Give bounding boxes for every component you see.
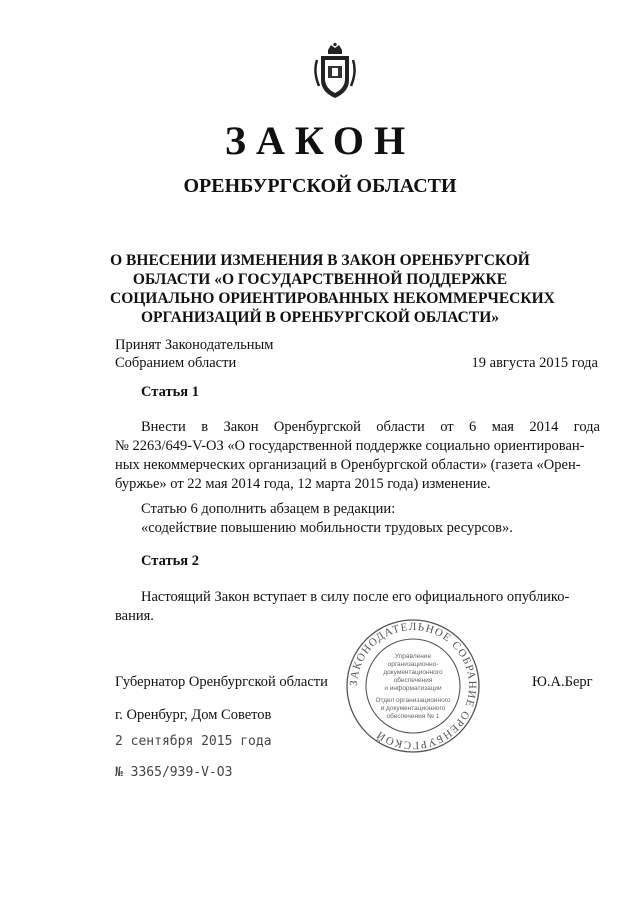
seal-inner-line: обеспечения — [393, 677, 433, 684]
seal-inner-line: и информатизации — [384, 685, 442, 692]
article-1-paragraph-1 — [115, 418, 600, 494]
seal-inner-line: и документационного — [380, 705, 446, 712]
word: 2014 — [529, 419, 559, 435]
law-subject-line: ОРГАНИЗАЦИЙ В ОРЕНБУРГСКОЙ ОБЛАСТИ» — [140, 309, 500, 326]
date-stamp: 2 сентября 2015 года — [115, 734, 272, 749]
word: в — [201, 419, 209, 435]
registration-number-stamp: № 3365/939-V-ОЗ — [115, 765, 233, 780]
article-2-heading: Статья 2 — [141, 553, 199, 569]
article-1-line: ных некоммерческих организаций в Оренбургской области» (газета «Орен- — [115, 457, 581, 473]
official-seal — [345, 618, 481, 754]
adoption-line: Принят Законодательным — [115, 337, 274, 353]
law-subject-line: ОБЛАСТИ «О ГОСУДАРСТВЕННОЙ ПОДДЕРЖКЕ — [132, 271, 508, 288]
coat-of-arms-emblem — [313, 42, 357, 100]
seal-inner-line: обеспечения № 1 — [386, 713, 440, 720]
article-1-line: № 2263/649-V-ОЗ «О государственной поддержке социально ориентирован- — [115, 438, 585, 454]
article-1-heading: Статья 1 — [141, 384, 199, 400]
law-title: ЗАКОН — [224, 118, 416, 163]
word: Внести — [141, 419, 186, 435]
word: мая — [491, 419, 514, 435]
article-1-paragraph-2-line: «содействие повышению мобильности трудовых ресурсов». — [141, 520, 513, 536]
governor-name: Ю.А.Берг — [532, 674, 593, 690]
law-subject — [110, 251, 555, 327]
seal-outer-text: ЗАКОНОДАТЕЛЬНОЕ СОБРАНИЕ ОРЕНБУРГСКОЙ — [347, 620, 479, 752]
adoption-info — [115, 336, 273, 372]
word: области — [376, 419, 425, 435]
region-title: ОРЕНБУРГСКОЙ ОБЛАСТИ — [183, 175, 457, 197]
seal-inner-line: организационно- — [387, 661, 439, 668]
word: года — [573, 419, 600, 435]
seal-inner-line: Управление — [394, 653, 432, 660]
seal-inner-line: документационного — [383, 669, 443, 676]
article-1-line — [115, 418, 600, 437]
governor-position: Губернатор Оренбургской области — [115, 674, 328, 690]
word: Оренбургской — [273, 419, 361, 435]
article-1-paragraph-2-line: Статью 6 дополнить абзацем в редакции: — [141, 501, 396, 517]
word: 6 — [469, 419, 477, 435]
word: Закон — [223, 419, 259, 435]
adoption-line: Собранием области — [115, 355, 237, 371]
article-2-line: Настоящий Закон вступает в силу после его официального опублико- — [141, 589, 570, 605]
law-subject-line: О ВНЕСЕНИИ ИЗМЕНЕНИЯ В ЗАКОН ОРЕНБУРГСКОЙ — [110, 252, 530, 269]
article-2-line: вания. — [115, 608, 154, 624]
seal-inner-line: Отдел организационного — [375, 697, 451, 704]
signing-place: г. Оренбург, Дом Советов — [115, 707, 272, 723]
word: от — [440, 419, 454, 435]
adoption-date: 19 августа 2015 года — [471, 355, 598, 371]
law-subject-line: СОЦИАЛЬНО ОРИЕНТИРОВАННЫХ НЕКОММЕРЧЕСКИХ — [110, 290, 555, 307]
article-1-line: буржье» от 22 мая 2014 года, 12 марта 2015 года) изменение. — [115, 476, 491, 492]
